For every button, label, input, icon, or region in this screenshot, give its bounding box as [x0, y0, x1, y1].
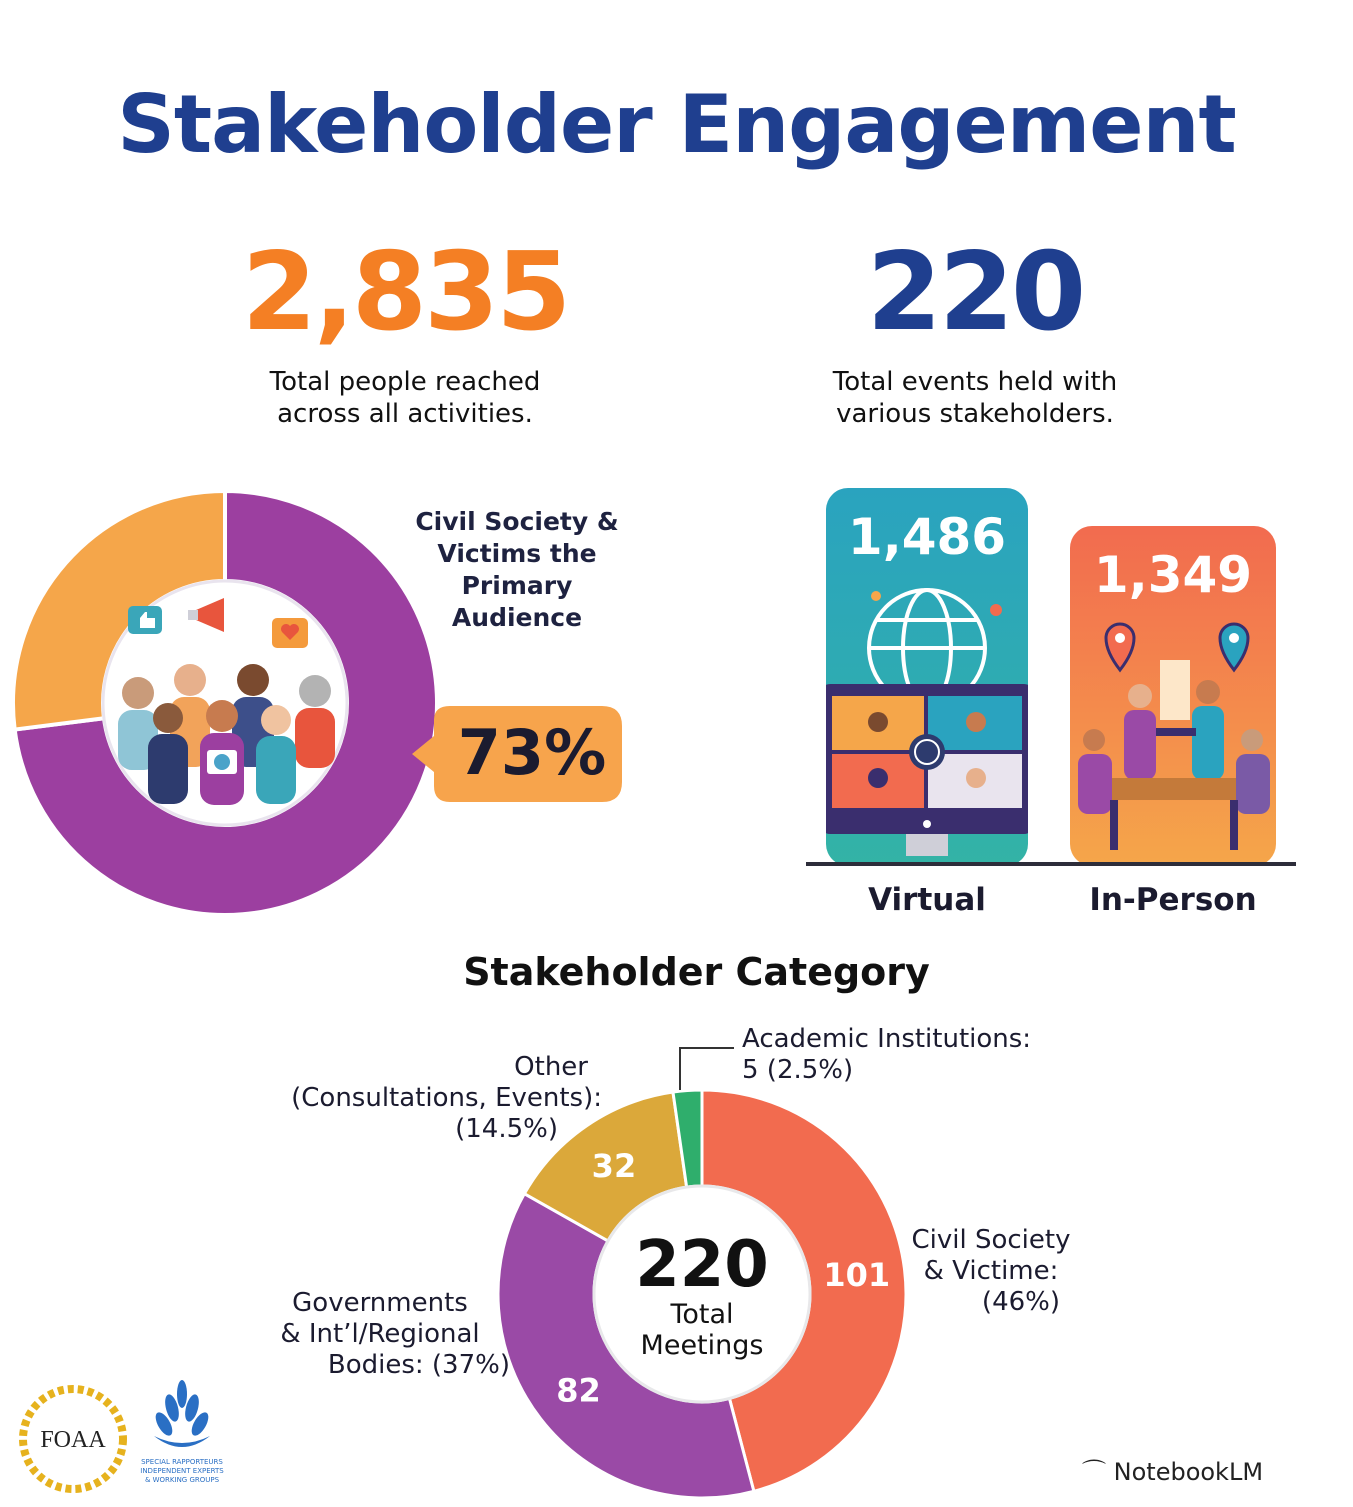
gov-label-line1: Governments: [292, 1288, 468, 1318]
events-held-desc: [775, 366, 1175, 430]
audience-label-line1: Civil Society &: [415, 507, 619, 536]
people-desc-line1: Total people reached: [269, 367, 541, 397]
un-special-rapporteurs-logo: [136, 1378, 228, 1494]
foaa-logo-text: FOAA: [40, 1427, 106, 1453]
category-value-label-0: 101: [823, 1256, 891, 1295]
notebooklm-icon: ⌒: [1082, 1458, 1106, 1486]
gov-label-line3: Bodies: (37%): [327, 1350, 510, 1380]
computer-monitor-icon: [826, 684, 1028, 856]
category-value-label-2: 32: [591, 1147, 637, 1186]
people-reached-desc: [205, 366, 605, 430]
virtual-value: 1,486: [847, 508, 1007, 566]
in-person-value: 1,349: [1093, 546, 1253, 604]
in-person-label: In-Person: [1089, 882, 1257, 918]
civil-label-line1: Civil Society: [911, 1225, 1071, 1255]
audience-label-line2: Victims the: [437, 539, 597, 568]
academic-label: [742, 1024, 1031, 1086]
governments-label: [250, 1288, 510, 1381]
virtual-label: Virtual: [868, 882, 986, 918]
total-meetings-value: 220: [635, 1228, 769, 1302]
category-value-label-1: 82: [556, 1371, 601, 1410]
civil-society-label: [906, 1225, 1076, 1318]
other-label-line3: (14.5%): [455, 1114, 558, 1144]
audience-label: [372, 506, 662, 634]
academic-label-line1: Academic Institutions:: [742, 1024, 1032, 1054]
other-label-line2: (Consultations, Events):: [291, 1083, 602, 1113]
events-held-value: 220: [866, 230, 1084, 355]
people-desc-line2: across all activities.: [277, 399, 533, 429]
people-reached-value: 2,835: [241, 230, 569, 355]
total-meetings-line2: Meetings: [640, 1330, 764, 1361]
audience-percent: 73%: [457, 716, 607, 789]
academic-leader-line: [672, 1040, 742, 1096]
audience-label-line4: Audience: [451, 603, 583, 632]
gov-label-line2: & Int’l/Regional: [280, 1319, 480, 1349]
notebooklm-watermark: [1082, 1452, 1263, 1487]
page-title: Stakeholder Engagement: [117, 78, 1236, 171]
other-label-line1: Other: [514, 1052, 588, 1082]
events-desc-line1: Total events held with: [832, 367, 1118, 397]
total-meetings-line1: Total: [670, 1299, 734, 1330]
un-logo-line3: & WORKING GROUPS: [144, 1476, 220, 1484]
civil-label-line3: (46%): [981, 1287, 1060, 1317]
un-logo-line1: SPECIAL RAPPORTEURS: [141, 1458, 223, 1466]
category-donut-chart: [494, 1086, 910, 1502]
other-label: [272, 1052, 602, 1145]
academic-label-line2: 5 (2.5%): [742, 1055, 854, 1085]
cards-baseline: [806, 862, 1296, 866]
civil-label-line2: & Victime:: [923, 1256, 1059, 1286]
un-logo-line2: INDEPENDENT EXPERTS: [140, 1467, 224, 1475]
audience-label-line3: Primary: [461, 571, 573, 600]
category-title: Stakeholder Category: [463, 950, 930, 994]
events-desc-line2: various stakeholders.: [836, 399, 1114, 429]
foaa-logo: [18, 1384, 128, 1494]
notebooklm-label: NotebookLM: [1113, 1458, 1264, 1486]
